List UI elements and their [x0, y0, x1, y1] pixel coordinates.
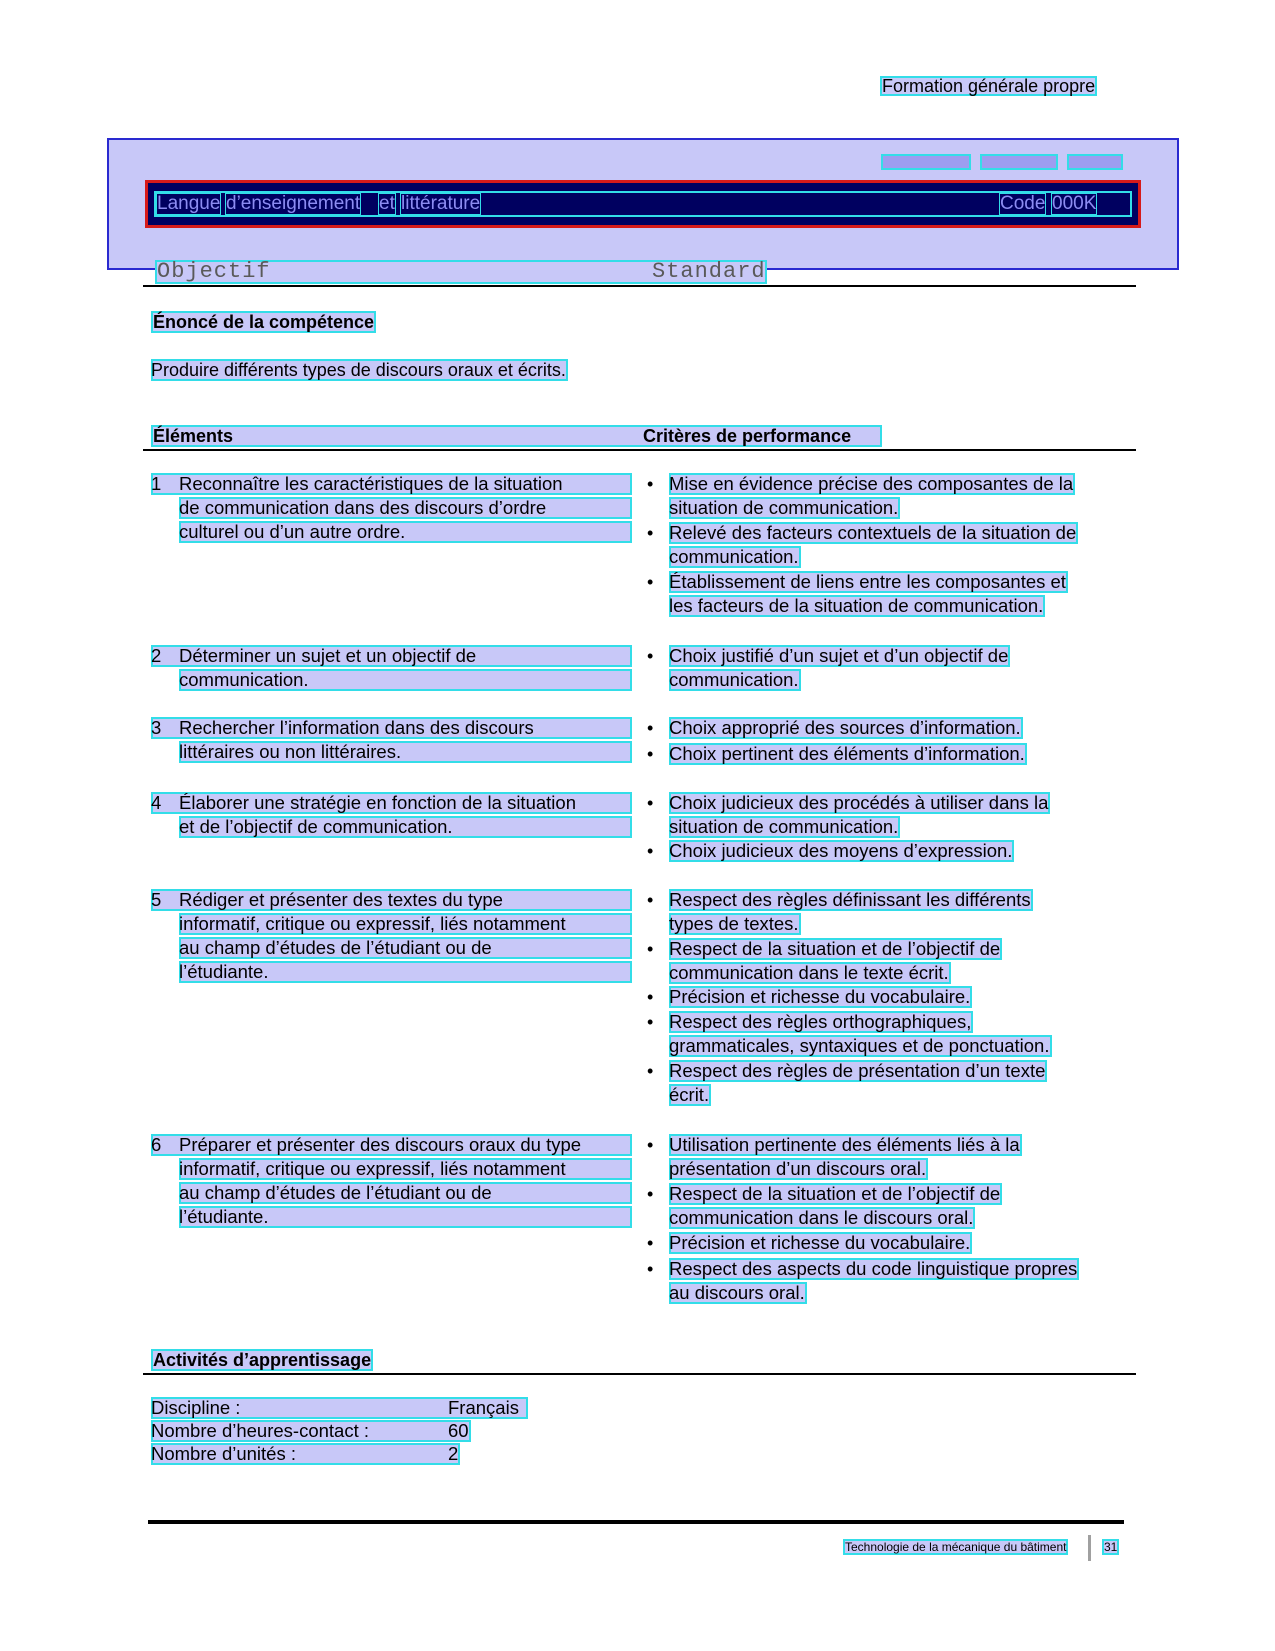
element-text: Rechercher l’information dans des discours	[179, 717, 534, 738]
element-text: Rédiger et présenter des textes du type	[179, 889, 503, 910]
criterion-bullet: •	[647, 646, 654, 666]
criterion-text: communication.	[669, 546, 799, 567]
criterion-text: Utilisation pertinente des éléments liés à la	[669, 1134, 1020, 1155]
criterion-text: Choix pertinent des éléments d’information.	[669, 743, 1025, 764]
banner-tab-1	[881, 154, 971, 170]
competency-banner	[107, 138, 1179, 270]
criterion-text: Respect des règles de présentation d’un texte	[669, 1060, 1046, 1081]
divider-table	[143, 449, 1136, 451]
element-text: Reconnaître les caractéristiques de la situation	[179, 473, 563, 494]
criterion-text: communication dans le discours oral.	[669, 1207, 974, 1228]
criteres-column-header: Critères de performance	[643, 426, 852, 446]
element-text: et de l’objectif de communication.	[179, 816, 453, 837]
objectif-header: Objectif	[157, 259, 271, 284]
banner-tab-2	[980, 154, 1058, 170]
title-word-langue: Langue	[157, 193, 221, 214]
criterion-text: Choix justifié d’un sujet et d’un objectif de	[669, 645, 1009, 666]
footer-separator	[1088, 1535, 1091, 1561]
criterion-bullet: •	[647, 1233, 654, 1253]
criterion-bullet: •	[647, 987, 654, 1007]
element-text: culturel ou d’un autre ordre.	[179, 521, 406, 542]
element-number: 3	[151, 717, 162, 738]
info-label: Nombre d’heures-contact :	[151, 1420, 369, 1441]
element-text: communication.	[179, 669, 309, 690]
criterion-bullet: •	[647, 1184, 654, 1204]
criterion-text: Respect des règles définissant les différents	[669, 889, 1031, 910]
info-value: 2	[448, 1443, 459, 1464]
criterion-bullet: •	[647, 1259, 654, 1279]
title-word-litterature: littérature	[401, 193, 481, 214]
info-value: 60	[448, 1420, 469, 1441]
criterion-bullet: •	[647, 523, 654, 543]
criterion-text: communication dans le texte écrit.	[669, 962, 949, 983]
criterion-text: Respect de la situation et de l’objectif de	[669, 938, 1001, 959]
divider-activites	[143, 1373, 1136, 1375]
criterion-bullet: •	[647, 744, 654, 764]
criterion-text: Respect des aspects du code linguistique propres	[669, 1258, 1078, 1279]
criterion-text: Respect de la situation et de l’objectif de	[669, 1183, 1001, 1204]
page-number: 31	[1104, 1540, 1118, 1554]
criterion-text: Mise en évidence précise des composantes de la	[669, 473, 1074, 494]
criterion-text: Relevé des facteurs contextuels de la situation de	[669, 522, 1077, 543]
criterion-bullet: •	[647, 939, 654, 959]
footer-title: Technologie de la mécanique du bâtiment	[845, 1540, 1067, 1554]
running-header: Formation générale propre	[882, 76, 1096, 96]
element-number: 2	[151, 645, 162, 666]
criterion-bullet: •	[647, 1061, 654, 1081]
criterion-bullet: •	[647, 572, 654, 592]
criterion-bullet: •	[647, 1135, 654, 1155]
code-value: 000K	[1052, 193, 1097, 214]
standard-header: Standard	[652, 259, 766, 284]
element-text: au champ d’études de l’étudiant ou de	[179, 1182, 492, 1203]
criterion-bullet: •	[647, 718, 654, 738]
activites-heading: Activités d’apprentissage	[153, 1350, 372, 1370]
element-text: Élaborer une stratégie en fonction de la situation	[179, 792, 576, 813]
footer-rule	[148, 1520, 1124, 1524]
element-text: informatif, critique ou expressif, liés notamment	[179, 913, 566, 934]
criterion-text: présentation d’un discours oral.	[669, 1158, 927, 1179]
criterion-bullet: •	[647, 1012, 654, 1032]
criterion-text: écrit.	[669, 1084, 710, 1105]
criterion-text: au discours oral.	[669, 1282, 805, 1303]
element-number: 5	[151, 889, 162, 910]
criterion-text: Choix judicieux des moyens d’expression.	[669, 840, 1013, 861]
objectif-standard-row	[155, 260, 767, 284]
info-label: Nombre d’unités :	[151, 1443, 296, 1464]
criterion-bullet: •	[647, 474, 654, 494]
criterion-text: situation de communication.	[669, 497, 899, 518]
info-label: Discipline :	[151, 1397, 241, 1418]
criterion-text: Précision et richesse du vocabulaire.	[669, 1232, 971, 1253]
element-text: littéraires ou non littéraires.	[179, 741, 402, 762]
enonce-text: Produire différents types de discours oraux et écrits.	[151, 360, 566, 380]
element-text: Préparer et présenter des discours oraux du type	[179, 1134, 582, 1155]
criterion-text: situation de communication.	[669, 816, 899, 837]
element-text: Déterminer un sujet et un objectif de	[179, 645, 477, 666]
element-number: 1	[151, 473, 162, 494]
enonce-heading: Énoncé de la compétence	[153, 312, 375, 332]
criterion-text: communication.	[669, 669, 799, 690]
table-header-row	[151, 425, 882, 447]
title-word-et: et	[379, 193, 395, 214]
criterion-text: Établissement de liens entre les composantes et	[669, 571, 1066, 592]
info-value: Français	[448, 1397, 519, 1418]
criterion-text: les facteurs de la situation de communication.	[669, 595, 1044, 616]
element-text: de communication dans des discours d’ordre	[179, 497, 547, 518]
criterion-bullet: •	[647, 841, 654, 861]
criterion-bullet: •	[647, 793, 654, 813]
element-number: 4	[151, 792, 162, 813]
element-text: l’étudiante.	[179, 1206, 269, 1227]
code-label: Code	[1000, 193, 1046, 214]
criterion-text: Précision et richesse du vocabulaire.	[669, 986, 971, 1007]
banner-tab-3	[1067, 154, 1123, 170]
element-number: 6	[151, 1134, 162, 1155]
title-word-enseignement: d’enseignement	[226, 193, 361, 214]
element-text: informatif, critique ou expressif, liés notamment	[179, 1158, 566, 1179]
criterion-text: types de textes.	[669, 913, 799, 934]
divider-top	[143, 285, 1136, 287]
criterion-bullet: •	[647, 890, 654, 910]
title-bar	[145, 180, 1141, 228]
elements-column-header: Éléments	[153, 426, 234, 446]
criterion-text: Respect des règles orthographiques,	[669, 1011, 972, 1032]
element-text: au champ d’études de l’étudiant ou de	[179, 937, 492, 958]
element-text: l’étudiante.	[179, 961, 269, 982]
criterion-text: Choix judicieux des procédés à utiliser dans la	[669, 792, 1049, 813]
criterion-text: grammaticales, syntaxiques et de ponctuation.	[669, 1035, 1050, 1056]
criterion-text: Choix approprié des sources d’information.	[669, 717, 1021, 738]
